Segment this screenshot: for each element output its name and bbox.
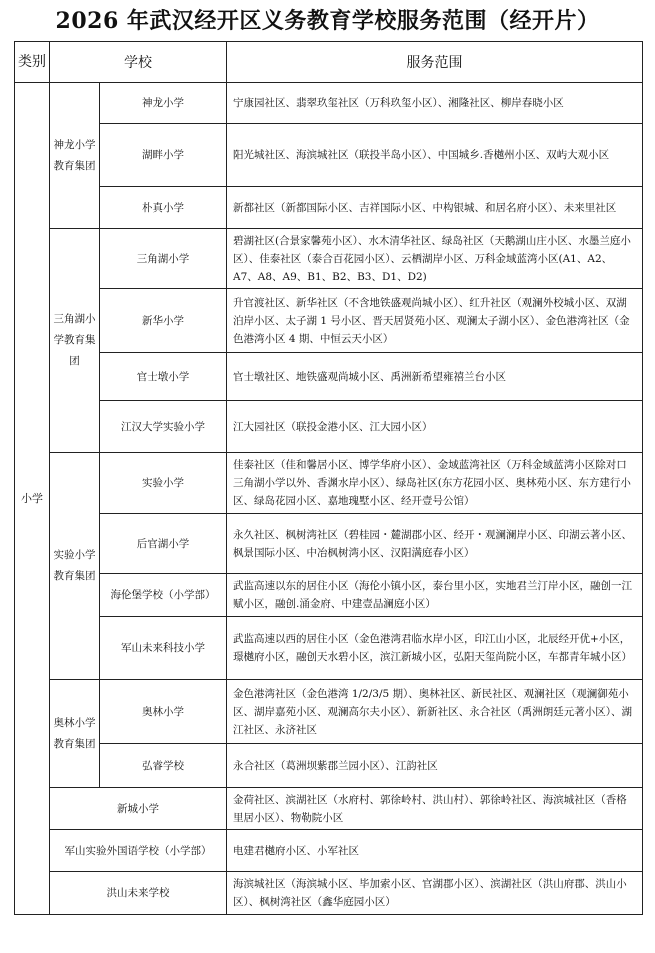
table-row [15,401,643,453]
school-name: 洪山未来学校 [50,872,227,915]
header-row [15,42,643,83]
header-category: 类别 [15,42,50,83]
service-area: 电建君樾府小区、小军社区 [227,830,643,872]
table-row [15,187,643,229]
table-row [15,872,643,915]
table-row [15,353,643,401]
document-title: 2026 年武汉经开区义务教育学校服务范围（经开片） [55,8,600,34]
header-school: 学校 [50,42,227,83]
school-name: 神龙小学 [100,83,227,124]
school-name: 新华小学 [100,289,227,353]
table-row [15,229,643,289]
school-name: 弘睿学校 [100,744,227,788]
service-area: 碧湖社区(合景家馨苑小区）、水木清华社区、绿岛社区（天鹅湖山庄小区、水墨兰庭小区）、佳泰社区（泰合百花园小区）、云栖湖岸小区、万科金域蓝湾小区(A1、A2、A7、A8、A9、B1、B2、B3、D1、D2) [227,229,643,289]
table-row [15,453,643,514]
service-area: 阳光城社区、海滨城社区（联投半岛小区）、中国城乡.香樾州小区、双屿大观小区 [227,124,643,187]
service-area: 金色港湾社区（金色港湾 1/2/3/5 期）、奥林社区、新民社区、观澜社区（观澜御苑小区、湖岸嘉苑小区、观澜高尔夫小区）、新新社区、永合社区（禹洲朗廷元著小区）、湖江社区、永济社区 [227,680,643,744]
table-row [15,289,643,353]
service-area: 永合社区（葛洲坝紫郡兰园小区）、江韵社区 [227,744,643,788]
service-area: 武监高速以东的居住小区（海伦小镇小区，泰台里小区，实地君兰汀岸小区，融创一江赋小区，融创.涌金府、中建壹品澜庭小区） [227,574,643,617]
table-row [15,830,643,872]
school-name: 官士墩小学 [100,353,227,401]
table-row [15,680,643,744]
table-row [15,574,643,617]
service-area: 宁康园社区、翡翠玖玺社区（万科玖玺小区）、湘隆社区、柳岸春晓小区 [227,83,643,124]
school-name: 新城小学 [50,788,227,830]
table-row [15,514,643,574]
category-cell: 小学 [15,83,50,915]
school-name: 后官湖小学 [100,514,227,574]
school-name: 奥林小学 [100,680,227,744]
service-area: 武监高速以西的居住小区（金色港湾君临水岸小区，印江山小区，北辰经开优+小区，璟樾府小区，融创天水碧小区，滨江新城小区，弘阳天玺尚院小区，车都青年城小区） [227,617,643,680]
school-name: 军山实验外国语学校（小学部） [50,830,227,872]
school-name: 军山未来科技小学 [100,617,227,680]
service-area: 金荷社区、滨湖社区（水府村、郭徐岭村、洪山村）、郭徐岭社区、海滨城社区（香格里居小区）、物勒院小区 [227,788,643,830]
service-area: 升官渡社区、新华社区（不含地铁盛观尚城小区）、红升社区（观澜外校城小区、双湖泊岸小区、太子湖 1 号小区、晋天居贤苑小区、观澜太子湖小区）、金色港湾社区（金色港湾小区 4 期、中恒云天小区） [227,289,643,353]
service-table [14,41,643,915]
school-name: 朴真小学 [100,187,227,229]
school-name: 湖畔小学 [100,124,227,187]
group-name: 奥林小学教育集团 [50,680,100,788]
table-row [15,744,643,788]
service-area: 海滨城社区（海滨城小区、毕加索小区、官湖郡小区）、滨湖社区（洪山府郡、洪山小区）、枫树湾社区（鑫华庭园小区） [227,872,643,915]
school-name: 实验小学 [100,453,227,514]
service-area: 永久社区、枫树湾社区（碧桂园・麓湖郡小区、经开・观澜澜岸小区、印湖云著小区、枫景国际小区、中冶枫树湾小区、汉阳满庭春小区） [227,514,643,574]
table-row [15,83,643,124]
group-name: 实验小学教育集团 [50,453,100,680]
school-name: 海伦堡学校（小学部） [100,574,227,617]
service-area: 官士墩社区、地铁盛观尚城小区、禹洲新希望雍禧兰台小区 [227,353,643,401]
group-name: 神龙小学教育集团 [50,83,100,229]
group-name: 三角湖小学教育集团 [50,229,100,453]
table-row [15,788,643,830]
header-service: 服务范围 [227,42,643,83]
table-row [15,617,643,680]
school-name: 三角湖小学 [100,229,227,289]
table-row [15,124,643,187]
service-area: 江大园社区（联投金港小区、江大园小区） [227,401,643,453]
service-area: 佳泰社区（佳和馨居小区、博学华府小区）、金域蓝湾社区（万科金域蓝湾小区除对口三角湖小学以外、香渊水岸小区）、绿岛社区(东方花园小区、奥林苑小区、东方建行小区、绿岛花园小区、嘉地瑰墅小区、经开壹号公馆） [227,453,643,514]
service-area: 新都社区（新都国际小区、吉祥国际小区、中构银城、和居名府小区）、未来里社区 [227,187,643,229]
school-name: 江汉大学实验小学 [100,401,227,453]
